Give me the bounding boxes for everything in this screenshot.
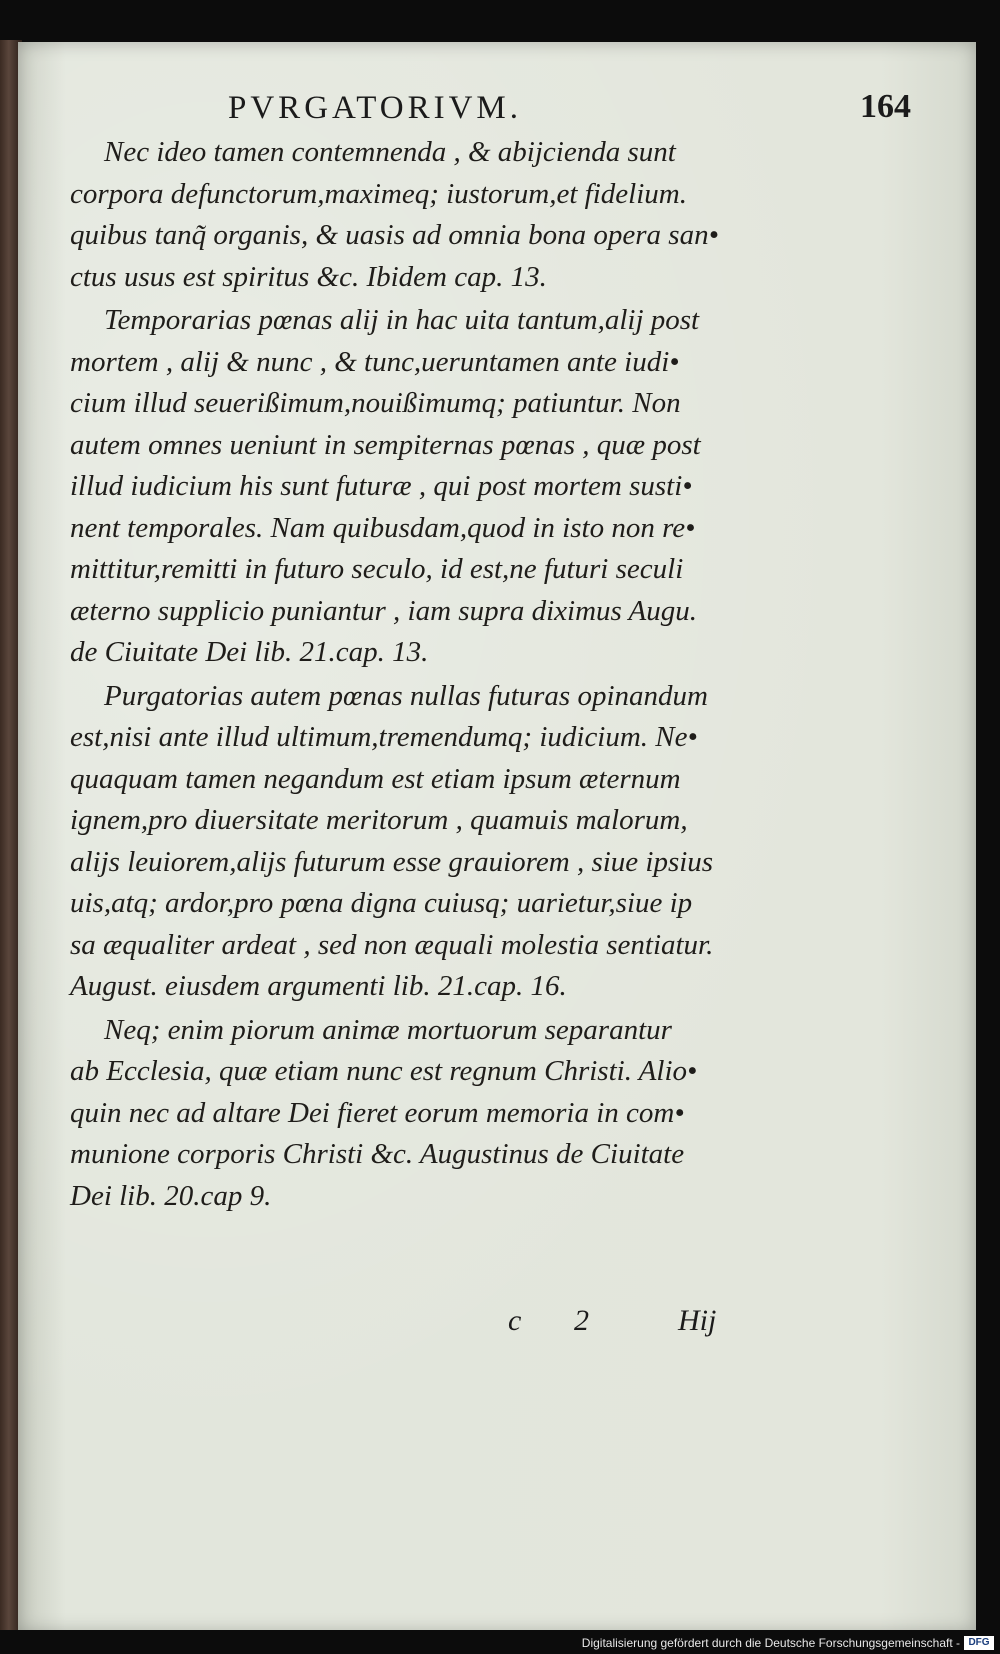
text-line: autem omnes ueniunt in sempiternas pœnas , quæ post: [70, 428, 701, 461]
text-line: ignem,pro diuersitate meritorum , quamuis malorum,: [70, 804, 688, 836]
text-line: quibus tanq̃ organis, & uasis ad omnia bona opera san•: [70, 219, 719, 251]
text-line: Neq; enim piorum animæ mortuorum separantur: [104, 1013, 672, 1046]
paragraph-4: [70, 1010, 800, 1218]
signature-mark: c: [508, 1304, 522, 1337]
text-line: sa æqualiter ardeat , sed non æquali molestia sentiatur.: [70, 928, 714, 961]
text-line: est,nisi ante illud ultimum,tremendumq; iudicium. Ne•: [70, 721, 698, 753]
text-line: mortem , alij & nunc , & tunc,ueruntamen ante iudi•: [70, 345, 680, 378]
text-line: uis,atq; ardor,pro pœna digna cuiusq; uarietur,siue ip: [70, 887, 693, 919]
paragraph-2: [70, 300, 800, 674]
text-line: Purgatorias autem pœnas nullas futuras opinandum: [104, 679, 708, 712]
dfg-logo: DFG: [964, 1636, 994, 1650]
text-line: alijs leuiorem,alijs futurum esse grauiorem , siue ipsius: [70, 845, 714, 878]
text-line: illud iudicium his sunt futuræ , qui post mortem susti•: [70, 470, 693, 502]
text-block: [70, 132, 800, 1219]
text-line: August. eiusdem argumenti lib. 21.cap. 16.: [70, 970, 567, 1002]
text-line: æterno supplicio puniantur , iam supra diximus Augu.: [70, 594, 698, 627]
paragraph-3: [70, 676, 800, 1008]
text-line: quaquam tamen negandum est etiam ipsum æternum: [70, 762, 681, 795]
signature-number: 2: [574, 1304, 589, 1337]
text-line: cium illud seuerißimum,nouißimumq; patiuntur. Non: [70, 387, 681, 419]
text-line: Dei lib. 20.cap 9.: [70, 1179, 272, 1212]
catchword: Hij: [678, 1304, 717, 1337]
funding-credit: Digitalisierung gefördert durch die Deutsche Forschungsgemeinschaft -: [581, 1636, 960, 1650]
text-line: munione corporis Christi &c. Augustinus de Ciuitate: [70, 1138, 685, 1170]
text-line: Nec ideo tamen contemnenda , & abijcienda sunt: [104, 136, 676, 168]
text-line: mittitur,remitti in futuro seculo, id est,ne futuri seculi: [70, 553, 684, 585]
text-line: Temporarias pœnas alij in hac uita tantum,alij post: [104, 304, 700, 336]
text-line: nent temporales. Nam quibusdam,quod in isto non re•: [70, 511, 696, 544]
paragraph-1: [70, 132, 800, 298]
signature-line: [18, 1304, 976, 1344]
text-line: quin nec ad altare Dei fieret eorum memoria in com•: [70, 1096, 685, 1129]
text-line: de Ciuitate Dei lib. 21.cap. 13.: [70, 636, 429, 668]
text-line: ctus usus est spiritus &c. Ibidem cap. 13.: [70, 260, 547, 293]
text-line: ab Ecclesia, quæ etiam nunc est regnum Christi. Alio•: [70, 1055, 698, 1087]
page-number: 164: [860, 88, 911, 125]
footer-bar: [0, 1630, 1000, 1654]
text-line: corpora defunctorum,maximeq; iustorum,et fidelium.: [70, 177, 687, 210]
running-title: PVRGATORIVM.: [228, 90, 523, 126]
book-page: [18, 42, 976, 1632]
